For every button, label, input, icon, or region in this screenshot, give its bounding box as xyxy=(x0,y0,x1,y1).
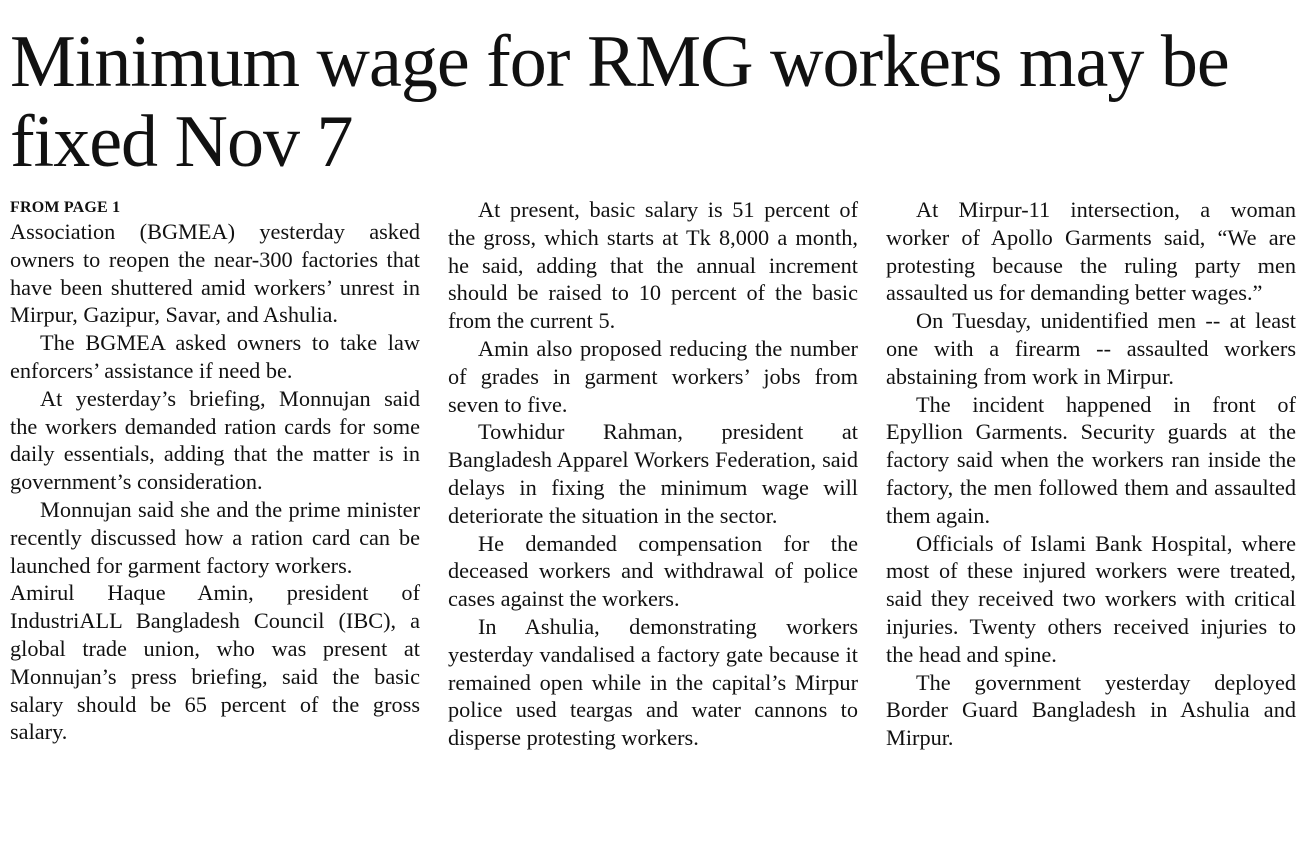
article-column-3 xyxy=(886,196,1296,752)
paragraph: The incident happened in front of Epyllion Garments. Security guards at the factory said when the workers ran inside the factory, the men followed them and assaulted them again. xyxy=(886,391,1296,528)
paragraph: In Ashulia, demonstrating workers yesterday vandalised a factory gate because it remained open while in the capital’s Mirpur police used teargas and water cannons to disperse protesting workers. xyxy=(448,613,858,751)
headline: Minimum wage for RMG workers may be fixed Nov 7 xyxy=(10,21,1229,183)
paragraph: At present, basic salary is 51 percent of the gross, which starts at Tk 8,000 a month, he said, adding that the annual increment should be raised to 10 percent of the basic from the current 5. xyxy=(448,197,858,334)
paragraph: The government yesterday deployed Border Guard Bangladesh in Ashulia and Mirpur. xyxy=(886,669,1296,751)
paragraph: Association (BGMEA) yesterday asked owners to reopen the near-300 factories that have been shuttered amid workers’ unrest in Mirpur, Gazipur, Savar, and Ashulia. xyxy=(10,219,420,328)
paragraph: Towhidur Rahman, president at Bangladesh Apparel Workers Federation, said delays in fixing the minimum wage will deteriorate the situation in the sector. xyxy=(448,419,858,528)
paragraph: At Mirpur-11 intersection, a woman worker of Apollo Garments said, “We are protesting because the ruling party men assaulted us for demanding better wages.” xyxy=(886,197,1296,306)
article-column-2 xyxy=(448,196,858,752)
paragraph: Officials of Islami Bank Hospital, where most of these injured workers were treated, said they received two workers with critical injuries. Twenty others received injuries to the head and spine. xyxy=(886,530,1296,667)
paragraph: Amin also proposed reducing the number of grades in garment workers’ jobs from seven to five. xyxy=(448,335,858,417)
paragraph: Amirul Haque Amin, president of IndustriALL Bangladesh Council (IBC), a global trade union, who was present at Monnujan’s press briefing, said the basic salary should be 65 percent of the gross salary. xyxy=(10,580,420,745)
paragraph: On Tuesday, unidentified men -- at least one with a firearm -- assaulted workers abstaining from work in Mirpur. xyxy=(886,308,1296,389)
paragraph: He demanded compensation for the deceased workers and withdrawal of police cases against the workers. xyxy=(448,530,858,612)
article-column-1 xyxy=(10,196,420,746)
paragraph: At yesterday’s briefing, Monnujan said the workers demanded ration cards for some daily essentials, adding that the matter is in government’s consideration. xyxy=(10,385,420,495)
dateline: FROM PAGE 1 xyxy=(10,199,121,216)
paragraph: Monnujan said she and the prime minister recently discussed how a ration card can be launched for garment factory workers. xyxy=(10,496,420,578)
paragraph: The BGMEA asked owners to take law enforcers’ assistance if need be. xyxy=(10,330,420,383)
